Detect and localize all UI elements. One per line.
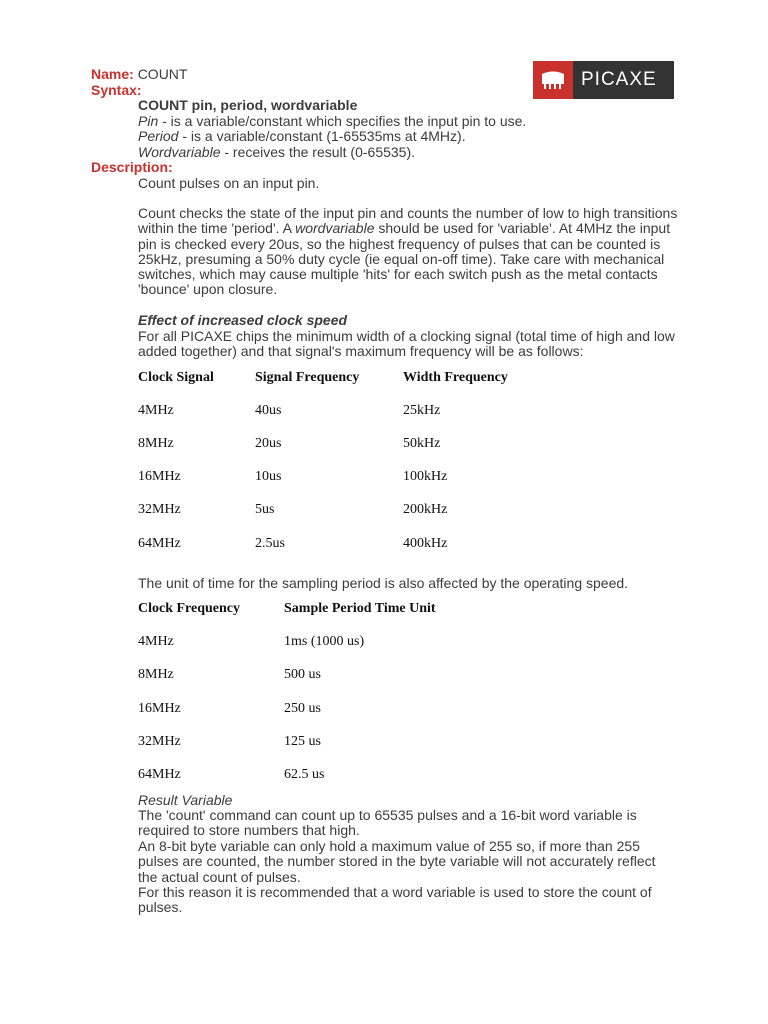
result-heading: Result Variable: [138, 792, 233, 808]
table-cell: 100kHz: [403, 469, 448, 484]
description-label: Description:: [91, 159, 173, 175]
table-cell: 40us: [255, 403, 282, 418]
table-cell: 8MHz: [138, 667, 174, 682]
param-wordvariable: [138, 145, 678, 160]
table-cell: 4MHz: [138, 634, 174, 649]
table-cell: 2.5us: [255, 536, 285, 551]
param-pin: [138, 114, 678, 129]
table-cell: 8MHz: [138, 436, 174, 451]
table-cell: 62.5 us: [284, 767, 325, 782]
picaxe-logo: [533, 61, 674, 99]
logo-text: PICAXE: [581, 69, 657, 91]
param-desc: - is a variable/constant which specifies the input pin to use.: [158, 113, 527, 129]
name-label: Name:: [91, 66, 134, 82]
table-cell: 4MHz: [138, 403, 174, 418]
result-paragraph-2: An 8-bit byte variable can only hold a maximum value of 255 so, if more than 255 pulses are counted, the number stored in the byte variable will not accurately reflect the actual count of pulses.: [138, 838, 656, 885]
sampling-text: The unit of time for the sampling period is also affected by the operating speed.: [138, 575, 629, 591]
table-cell: 200kHz: [403, 502, 448, 517]
param-period: [138, 129, 678, 144]
desc-part2: should be used for 'variable'. At 4MHz the input pin is checked every 20us, so the highest frequency of pulses that can be counted is 25kHz, presuming a 50% duty cycle (ie equal on-off time). Take care with mechanical switches, which may cause multiple 'hits' for each switch push as the metal contacts 'bounce' upon closure.: [138, 220, 671, 298]
table-header: Sample Period Time Unit: [284, 601, 436, 616]
result-paragraph-1: The 'count' command can count up to 65535 pulses and a 16-bit word variable is required to store numbers that high.: [138, 807, 637, 839]
description-paragraph: [138, 206, 678, 298]
table-cell: 1ms (1000 us): [284, 634, 365, 649]
table-cell: 125 us: [284, 734, 321, 749]
param-term: Wordvariable: [138, 144, 221, 160]
table-cell: 64MHz: [138, 536, 181, 551]
table-cell: 10us: [255, 469, 282, 484]
clock-paragraph: For all PICAXE chips the minimum width of a clocking signal (total time of high and low added together) and that signal's maximum frequency will be as follows:: [138, 328, 675, 360]
table-cell: 400kHz: [403, 536, 448, 551]
table-cell: 64MHz: [138, 767, 181, 782]
table-header: Clock Frequency: [138, 601, 241, 616]
syntax-line: COUNT pin, period, wordvariable: [138, 97, 358, 113]
table-cell: 25kHz: [403, 403, 441, 418]
table-cell: 20us: [255, 436, 282, 451]
table-header: Signal Frequency: [255, 370, 360, 385]
table-cell: 50kHz: [403, 436, 441, 451]
desc-italic: wordvariable: [295, 220, 375, 237]
chip-icon: [533, 61, 573, 99]
description-line: Count pulses on an input pin.: [138, 175, 320, 191]
table-cell: 32MHz: [138, 734, 181, 749]
table-cell: 5us: [255, 502, 275, 517]
param-desc: - receives the result (0-65535).: [220, 144, 416, 160]
table-header: Width Frequency: [403, 370, 508, 385]
name-row: [91, 67, 187, 82]
desc-part1: Count checks the state of the input pin and counts the number of low to high transitions within the time 'period'. A: [138, 205, 678, 237]
table-cell: 500 us: [284, 667, 321, 682]
result-paragraph-3: For this reason it is recommended that a word variable is used to store the count of pulses.: [138, 884, 652, 916]
table-cell: 16MHz: [138, 701, 181, 716]
syntax-label: Syntax:: [91, 82, 142, 98]
table-header: Clock Signal: [138, 370, 214, 385]
table-cell: 16MHz: [138, 469, 181, 484]
param-term: Period: [138, 128, 179, 144]
clock-heading: Effect of increased clock speed: [138, 312, 348, 328]
name-value: COUNT: [137, 66, 188, 82]
param-term: Pin: [138, 113, 159, 129]
table-cell: 250 us: [284, 701, 321, 716]
table-cell: 32MHz: [138, 502, 181, 517]
param-desc: - is a variable/constant (1-65535ms at 4MHz).: [178, 128, 466, 144]
